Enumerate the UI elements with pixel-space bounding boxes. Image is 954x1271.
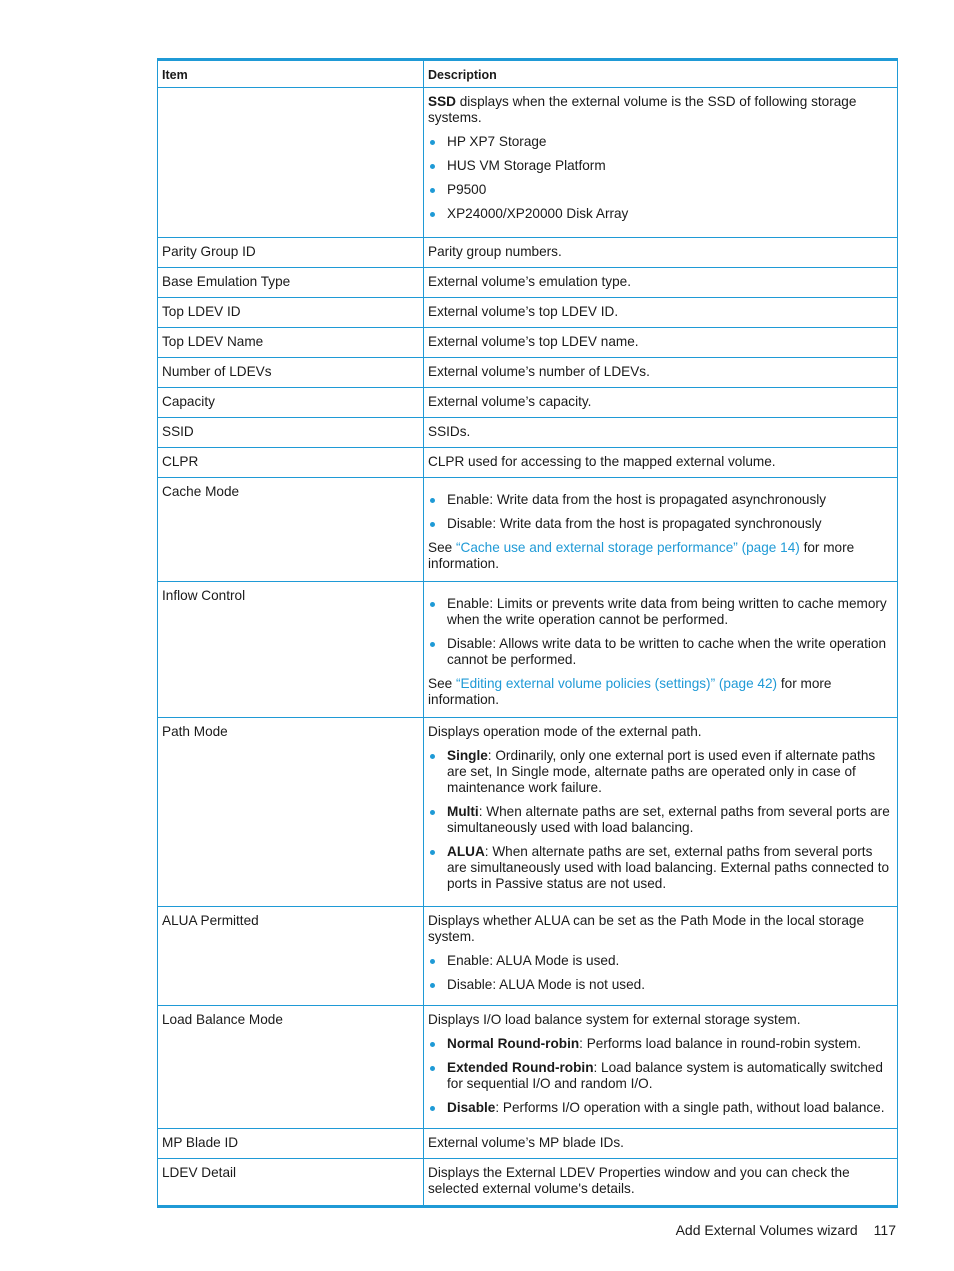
list-item-text: Enable: ALUA Mode is used. — [447, 953, 620, 968]
description-body: Displays whether ALUA can be set as the Path Mode in the local storage system. — [428, 913, 865, 944]
row-item-label: Parity Group ID — [162, 244, 256, 259]
row-description — [424, 582, 898, 718]
table-row — [158, 582, 898, 718]
header-item: Item — [158, 60, 424, 88]
list-item-text: Disable: Allows write data to be written to cache when the write operation cannot be performed. — [447, 636, 887, 667]
description-text — [428, 454, 891, 470]
row-item — [158, 418, 424, 448]
list-item — [428, 492, 891, 508]
list-item-text: Disable: Write data from the host is propagated synchronously — [447, 516, 822, 531]
footer-section-title: Add External Volumes wizard — [675, 1222, 858, 1238]
description-body: External volume’s emulation type. — [428, 274, 632, 289]
bullet-list — [428, 748, 891, 892]
list-item — [428, 977, 891, 993]
table-row — [158, 718, 898, 907]
table-row — [158, 418, 898, 448]
list-item-text: HUS VM Storage Platform — [447, 158, 606, 173]
table-row — [158, 388, 898, 418]
description-body: External volume’s number of LDEVs. — [428, 364, 650, 379]
see-suffix: for more information. — [428, 540, 855, 571]
list-item-text: : Ordinarily, only one external port is used even if alternate paths are set, In Single mode, alternate paths are operated only in case of maintenance work failure. — [447, 748, 876, 795]
row-item-label: Top LDEV ID — [162, 304, 241, 319]
description-text — [428, 913, 891, 945]
table-row — [158, 448, 898, 478]
list-item-text: Enable: Limits or prevents write data from being written to cache memory when the write operation cannot be performed. — [447, 596, 887, 627]
description-term: SSD — [428, 94, 456, 109]
cross-reference-link[interactable]: “Editing external volume policies (settings)” (page 42) — [455, 676, 778, 691]
description-body: CLPR used for accessing to the mapped external volume. — [428, 454, 776, 469]
row-description — [424, 268, 898, 298]
row-item-label: Inflow Control — [162, 588, 246, 603]
row-item — [158, 298, 424, 328]
row-item — [158, 1006, 424, 1129]
bullet-list — [428, 596, 891, 668]
description-text — [428, 1165, 891, 1197]
row-item — [158, 1159, 424, 1207]
bullet-list — [428, 1036, 891, 1116]
row-item-label: Number of LDEVs — [162, 364, 272, 379]
description-body: Displays operation mode of the external path. — [428, 724, 702, 739]
list-item-text: HP XP7 Storage — [447, 134, 547, 149]
row-item — [158, 88, 424, 238]
row-description — [424, 478, 898, 582]
list-item-text: : Performs I/O operation with a single path, without load balance. — [495, 1100, 885, 1115]
row-item — [158, 907, 424, 1006]
properties-table — [157, 58, 898, 1208]
row-item — [158, 448, 424, 478]
row-item-label: ALUA Permitted — [162, 913, 259, 928]
table-row — [158, 358, 898, 388]
list-item-text: Enable: Write data from the host is propagated asynchronously — [447, 492, 827, 507]
list-item-term: Multi — [447, 804, 479, 819]
list-item — [428, 636, 891, 668]
table-row — [158, 238, 898, 268]
row-item-label: Load Balance Mode — [162, 1012, 283, 1027]
row-description — [424, 718, 898, 907]
list-item-text: P9500 — [447, 182, 487, 197]
table-row — [158, 88, 898, 238]
table-row — [158, 328, 898, 358]
row-description — [424, 88, 898, 238]
row-item — [158, 238, 424, 268]
header-description: Description — [424, 60, 898, 88]
description-body: External volume’s MP blade IDs. — [428, 1135, 624, 1150]
list-item-text: : When alternate paths are set, external paths from several ports are simultaneously used with load balancing. External paths connected to ports in Passive status are not used. — [447, 844, 890, 891]
bullet-list — [428, 953, 891, 993]
row-item — [158, 478, 424, 582]
description-body: Displays the External LDEV Properties window and you can check the selected external volume's details. — [428, 1165, 850, 1196]
description-text — [428, 274, 891, 290]
table-header-row — [158, 60, 898, 88]
description-text — [428, 304, 891, 320]
cross-reference — [428, 676, 891, 708]
table-row — [158, 907, 898, 1006]
list-item-text: : Load balance system is automatically switched for sequential I/O and random I/O. — [447, 1060, 883, 1091]
row-item-label: Base Emulation Type — [162, 274, 291, 289]
list-item — [428, 748, 891, 796]
see-prefix: See — [428, 676, 456, 691]
list-item — [428, 1036, 891, 1052]
row-description — [424, 358, 898, 388]
list-item-text: : When alternate paths are set, external paths from several ports are simultaneously used with load balancing. — [447, 804, 890, 835]
page-number: 117 — [873, 1222, 896, 1238]
row-description — [424, 448, 898, 478]
table-row — [158, 478, 898, 582]
list-item — [428, 206, 891, 222]
list-item-term: Extended Round-robin — [447, 1060, 594, 1075]
description-body: SSIDs. — [428, 424, 471, 439]
list-item — [428, 804, 891, 836]
list-item-text: XP24000/XP20000 Disk Array — [447, 206, 629, 221]
table-body — [158, 88, 898, 1207]
list-item-text: : Performs load balance in round-robin system. — [579, 1036, 861, 1051]
table-row — [158, 1159, 898, 1207]
list-item — [428, 182, 891, 198]
row-description — [424, 1159, 898, 1207]
cross-reference-link[interactable]: “Cache use and external storage performance” (page 14) — [455, 540, 800, 555]
description-body: Parity group numbers. — [428, 244, 562, 259]
list-item — [428, 1100, 891, 1116]
list-item — [428, 596, 891, 628]
description-body: External volume’s top LDEV name. — [428, 334, 639, 349]
row-item-label: MP Blade ID — [162, 1135, 239, 1150]
row-description — [424, 328, 898, 358]
see-prefix: See — [428, 540, 456, 555]
row-item — [158, 268, 424, 298]
row-item — [158, 582, 424, 718]
table-row — [158, 1006, 898, 1129]
row-item-label: CLPR — [162, 454, 199, 469]
description-text — [428, 364, 891, 380]
row-item — [158, 718, 424, 907]
description-text — [428, 1012, 891, 1028]
row-description — [424, 418, 898, 448]
description-text — [428, 394, 891, 410]
row-item-label: LDEV Detail — [162, 1165, 237, 1180]
row-item — [158, 388, 424, 418]
bullet-list — [428, 492, 891, 532]
list-item-term: Single — [447, 748, 488, 763]
row-description — [424, 388, 898, 418]
row-item — [158, 1129, 424, 1159]
row-description — [424, 298, 898, 328]
page-footer — [676, 1222, 896, 1238]
cross-reference — [428, 540, 891, 572]
description-text — [428, 1135, 891, 1151]
description-body: External volume’s capacity. — [428, 394, 592, 409]
row-description — [424, 1129, 898, 1159]
row-item-label: Capacity — [162, 394, 215, 409]
table-row — [158, 1129, 898, 1159]
table-row — [158, 268, 898, 298]
description-body: Displays I/O load balance system for external storage system. — [428, 1012, 801, 1027]
description-text — [428, 334, 891, 350]
row-item-label: Path Mode — [162, 724, 228, 739]
list-item — [428, 844, 891, 892]
description-text — [428, 94, 891, 126]
description-text — [428, 724, 891, 740]
row-item-label: SSID — [162, 424, 194, 439]
list-item-term: Disable — [447, 1100, 496, 1115]
row-description — [424, 1006, 898, 1129]
list-item — [428, 158, 891, 174]
list-item — [428, 134, 891, 150]
row-item — [158, 358, 424, 388]
list-item-term: Normal Round-robin — [447, 1036, 580, 1051]
row-item-label: Cache Mode — [162, 484, 240, 499]
list-item-text: Disable: ALUA Mode is not used. — [447, 977, 645, 992]
bullet-list — [428, 134, 891, 222]
table-row — [158, 298, 898, 328]
description-body: External volume’s top LDEV ID. — [428, 304, 619, 319]
list-item — [428, 1060, 891, 1092]
description-body: displays when the external volume is the SSD of following storage systems. — [428, 94, 857, 125]
list-item-term: ALUA — [447, 844, 485, 859]
row-item-label: Top LDEV Name — [162, 334, 264, 349]
description-text — [428, 424, 891, 440]
list-item — [428, 516, 891, 532]
row-item — [158, 328, 424, 358]
list-item — [428, 953, 891, 969]
see-suffix: for more information. — [428, 676, 832, 707]
row-description — [424, 907, 898, 1006]
row-description — [424, 238, 898, 268]
description-text — [428, 244, 891, 260]
